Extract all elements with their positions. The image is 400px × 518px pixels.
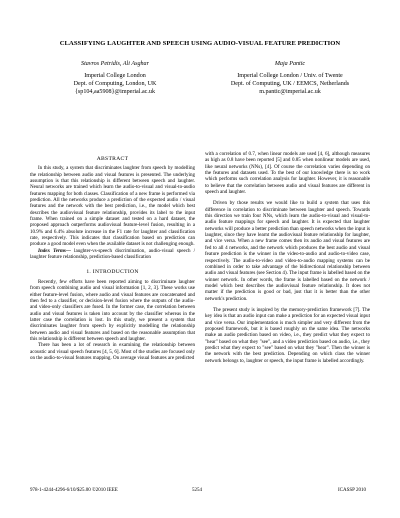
abstract-text: In this study, a system that discriminates laughter from speech by modelling the relationship between audio and visual features is presented. The underlying assumption is that this relationship is different between speech and laughter. Neural networks are trained which learn the audio-to-visual and visual-to-audio features mapping for both classes. Classification of a new frame is performed via prediction. All the networks produce a prediction of the expected audio / visual features and the network with the best prediction, i.e., the model which best describes the audiovisual feature relationship, provides its label to the input frame. When trained on a simple dataset and tested on a hard dataset, the proposed approach outperforms audiovisual feature-level fusion, resulting in a 10.9% and 6.4% absolute increase in the F1 rate for laughter and classification rate, respectively. This indicates that classification based on prediction can produce a good model even when the available dataset is not challenging enough.: [30, 165, 195, 248]
author-department: Dept. of Computing, London, UK: [73, 81, 157, 88]
paper-title: CLASSIFYING LAUGHTER AND SPEECH USING AUDIO-VISUAL FEATURE PREDICTION: [59, 40, 341, 47]
author-affiliation: Imperial College London: [84, 73, 146, 80]
index-terms-text: laughter-vs-speech discrimination, audio-visual speech / laughter feature relationship, prediction-based classification: [30, 247, 195, 261]
abstract-heading: ABSTRACT: [96, 156, 129, 162]
intro-paragraph-1: Recently, few efforts have been reported aiming to discriminate laughter from speech combining audio and visual information [1, 2, 3]. These works use either feature-level fusion, where audio and visual features are concatenated and then fed to a classifier, or decision-level fusion where the outputs of the audio- and video-only classifiers are fused. In the former case, the correlation between audio and visual features is taken into account by the classifier whereas in the latter case the correlation is lost. In this study, we present a system that discriminates laughter from speech by explicitly modelling the relationship between audio and visual features and based on the reasonable assumption that this relationship is different between speech and laughter.: [30, 278, 195, 342]
author-email: m.pantic@imperial.ac.uk: [259, 89, 321, 96]
author-names: Stavros Petridis, Ali Asghar: [81, 61, 149, 67]
footer-copyright: 978-1-4244-4296-6/10/$25.00 ©2010 IEEE: [30, 488, 118, 493]
intro-paragraph-2: There has been a lot of research in examining the relationship between acoustic and visual speech features [4, 5, 6]. Most of the studies are focused only on the audio-to-visual features mapping. On average visual features are predicted: [30, 342, 195, 361]
index-terms: [30, 248, 195, 261]
section-heading-introduction: 1. INTRODUCTION: [86, 268, 139, 275]
author-block-1: [30, 60, 200, 96]
author-names: Maja Pantic: [274, 61, 306, 67]
author-department: Dept. of Computing, UK / EEMCS, Netherlands: [230, 81, 350, 88]
index-terms-label: Index Terms—: [38, 247, 71, 254]
right-paragraph-3: The present study is inspired by the memory-prediction framework [7]. The key idea is that an audio input can make a prediction for an expected visual input and vice versa. Our implementation is much simpler and very different from the proposed framework, but it is based roughly on the same idea. The networks make an audio prediction based on video, i.e., they predict what they expect to "hear" based on what they "see", and a video prediction based on audio, i.e., they predict what they expect to "see" based on what they "hear". Then the winner is the network with the best prediction. Depending on which class the winner network belongs to, laughter or speech, the input frame is labelled accordingly.: [205, 306, 370, 364]
author-email: {sp104,aa5908}@imperial.ac.uk: [75, 89, 155, 96]
left-column: [30, 156, 195, 361]
footer-page-number: 5254: [192, 488, 202, 493]
right-paragraph-1: with a correlation of 0.7, when linear models are used [4, 6], although measures as high as 0.8 have been reported [5] and 0.85 when nonlinear models are used, like neural networks (NNs), [4]. Of course the correlation varies depending on the features and datasets used. To the best of our knowledge there is no work which performs such correlation analysis for laughter. However, it is reasonable to believe that the correlation between audio and visual features are different in speech and laughter.: [205, 151, 370, 196]
footer-conference: ICASSP 2010: [338, 488, 367, 493]
author-block-2: [205, 60, 375, 96]
author-affiliation: Imperial College London / Univ. of Twente: [237, 73, 343, 80]
right-column: [205, 151, 370, 364]
right-paragraph-2: Driven by those results we would like to build a system that uses this difference in correlation to discriminate between laughter and speech. Towards this direction we train four NNs, which learn the audio-to-visual and visual-to-audio feature mappings for speech and laughter. It is expected that laughter networks will produce a better prediction than speech networks when the input is laughter, since they have learnt the audiovisual feature relationship for laughter, and vice versa. When a new frame comes then its audio and visual features are fed to all 4 networks, and the network which produces the best audio and visual feature prediction is the winner in the video-to-audio and audio-to-video case, respectively. The audio-to-video and video-to-audio mapping systems can be combined in order to take advantage of the bidirectional relationship between audio and visual features (see Section 4). The input frame is labelled based on the winner network. In other words, the frame is labelled based on the network / model which best describes the audiovisual feature relationship. It does not matter if the prediction is good or bad, just that it is better than the other network's prediction.: [205, 200, 370, 302]
